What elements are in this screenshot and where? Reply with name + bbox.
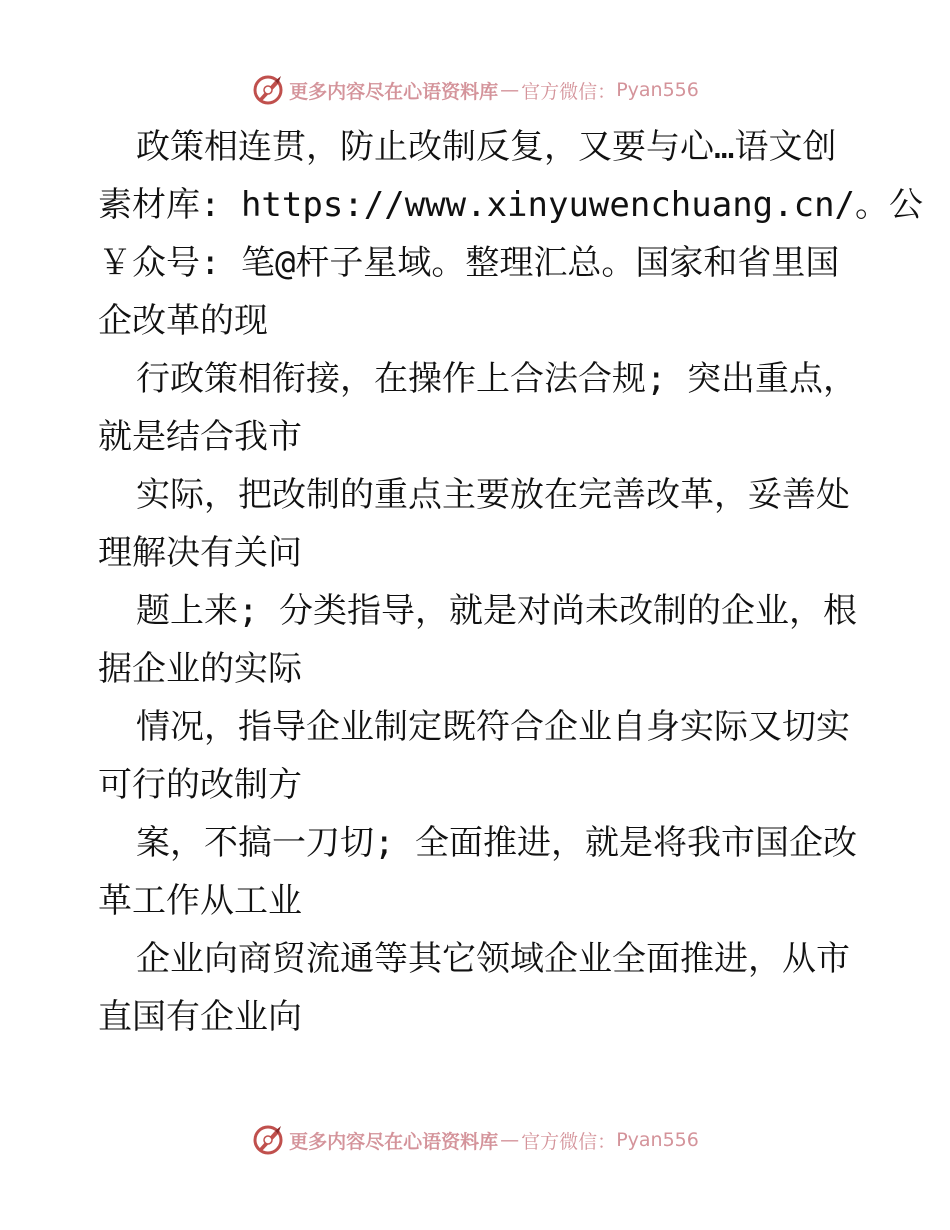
text-line: 据企业的实际 (98, 649, 302, 689)
document-body (98, 118, 924, 1046)
text-line: 实际，把改制的重点主要放在完善改革，妥善处 (136, 475, 850, 515)
footer-wechat-id: Pyan556 (616, 1129, 699, 1151)
quill-logo-icon (251, 73, 285, 107)
text-line: 可行的改制方 (98, 765, 302, 805)
footer-wechat-label: 官方微信： (521, 1130, 617, 1153)
text-line: 理解决有关问 (98, 533, 302, 573)
footer-banner (0, 1122, 950, 1158)
header-wechat-label: 官方微信： (521, 80, 617, 103)
text-line: 就是结合我市 (98, 417, 302, 457)
footer-brand-text: 更多内容尽在心语资料库 (289, 1130, 499, 1153)
text-line: 情况，指导企业制定既符合企业自身实际又切实 (136, 707, 850, 747)
text-line: 革工作从工业 (98, 881, 302, 921)
quill-logo-icon (251, 1123, 285, 1157)
text-line: 企改革的现 (98, 301, 268, 341)
text-line: 素材库: https://www.xinyuwenchuang.cn/。公 (98, 185, 924, 225)
text-line: ￥众号: 笔@杆子星域。整理汇总。国家和省里国 (98, 243, 840, 283)
footer-separator: — (500, 1129, 520, 1151)
text-line: 案，不搞一刀切; 全面推进，就是将我市国企改 (136, 823, 857, 863)
text-line: 政策相连贯，防止改制反复，又要与心…语文创 (136, 127, 837, 167)
text-line: 企业向商贸流通等其它领域企业全面推进，从市 (136, 939, 850, 979)
header-wechat-id: Pyan556 (616, 79, 699, 101)
header-separator: — (500, 79, 520, 101)
text-line: 题上来; 分类指导，就是对尚未改制的企业，根 (136, 591, 857, 631)
text-line: 行政策相衔接，在操作上合法合规; 突出重点， (136, 359, 857, 399)
text-line: 直国有企业向 (98, 997, 302, 1037)
header-brand-text: 更多内容尽在心语资料库 (289, 80, 499, 103)
header-banner (0, 72, 950, 108)
